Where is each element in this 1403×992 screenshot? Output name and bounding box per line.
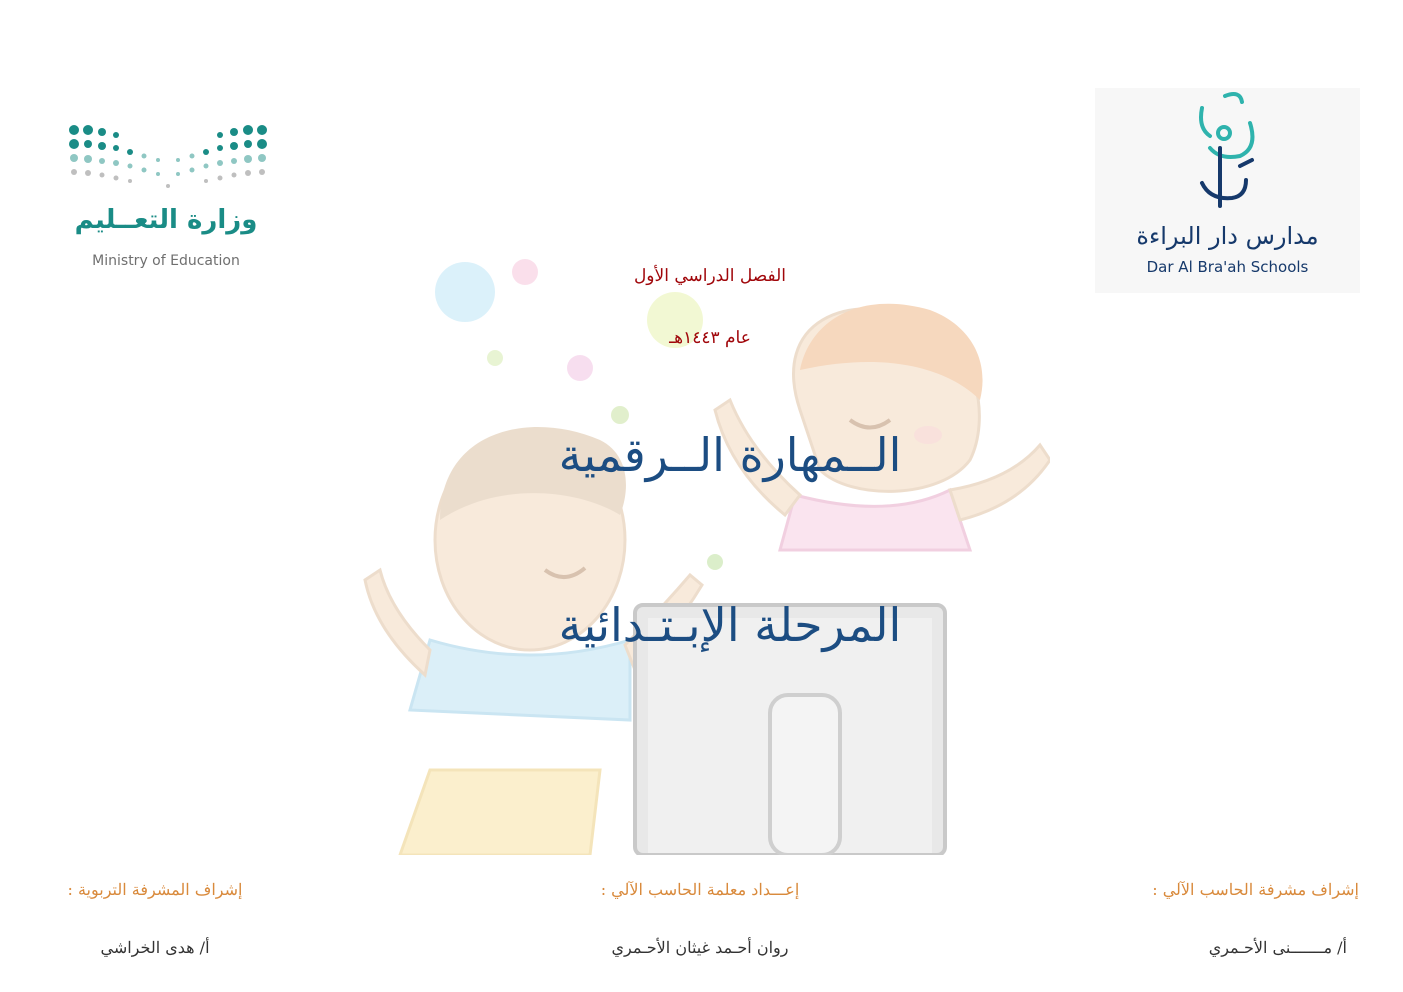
semester-label: الفصل الدراسي الأول [633, 266, 787, 286]
ministry-name-arabic: وزارة التعــليم [74, 205, 258, 235]
school-name-arabic: مدارس دار البراءة [1136, 222, 1319, 250]
school-calligraphy-icon [1180, 88, 1270, 213]
educational-supervisor-label: إشراف المشرفة التربوية : [67, 880, 243, 899]
academic-year: عام ١٤٤٣هـ [669, 328, 751, 348]
ministry-dots-icon [60, 118, 275, 198]
ministry-name-english: Ministry of Education [92, 253, 240, 269]
prepared-by-label: إعـــداد معلمة الحاسب الآلي : [600, 880, 800, 899]
stage-title: المرحلة الإبـتـدائية [558, 598, 902, 652]
computer-supervisor-label: إشراف مشرفة الحاسب الآلي : [1152, 880, 1359, 899]
school-name-english: Dar Al Bra'ah Schools [1146, 258, 1309, 276]
subject-title: الــمهارة الــرقمية [558, 428, 902, 482]
prepared-by-name: روان أحـمد غيثان الأحـمري [611, 938, 789, 957]
educational-supervisor-name: أ/ هدى الخراشي [100, 938, 210, 957]
computer-supervisor-name: أ/ مـــــــنى الأحـمري [1208, 938, 1347, 957]
